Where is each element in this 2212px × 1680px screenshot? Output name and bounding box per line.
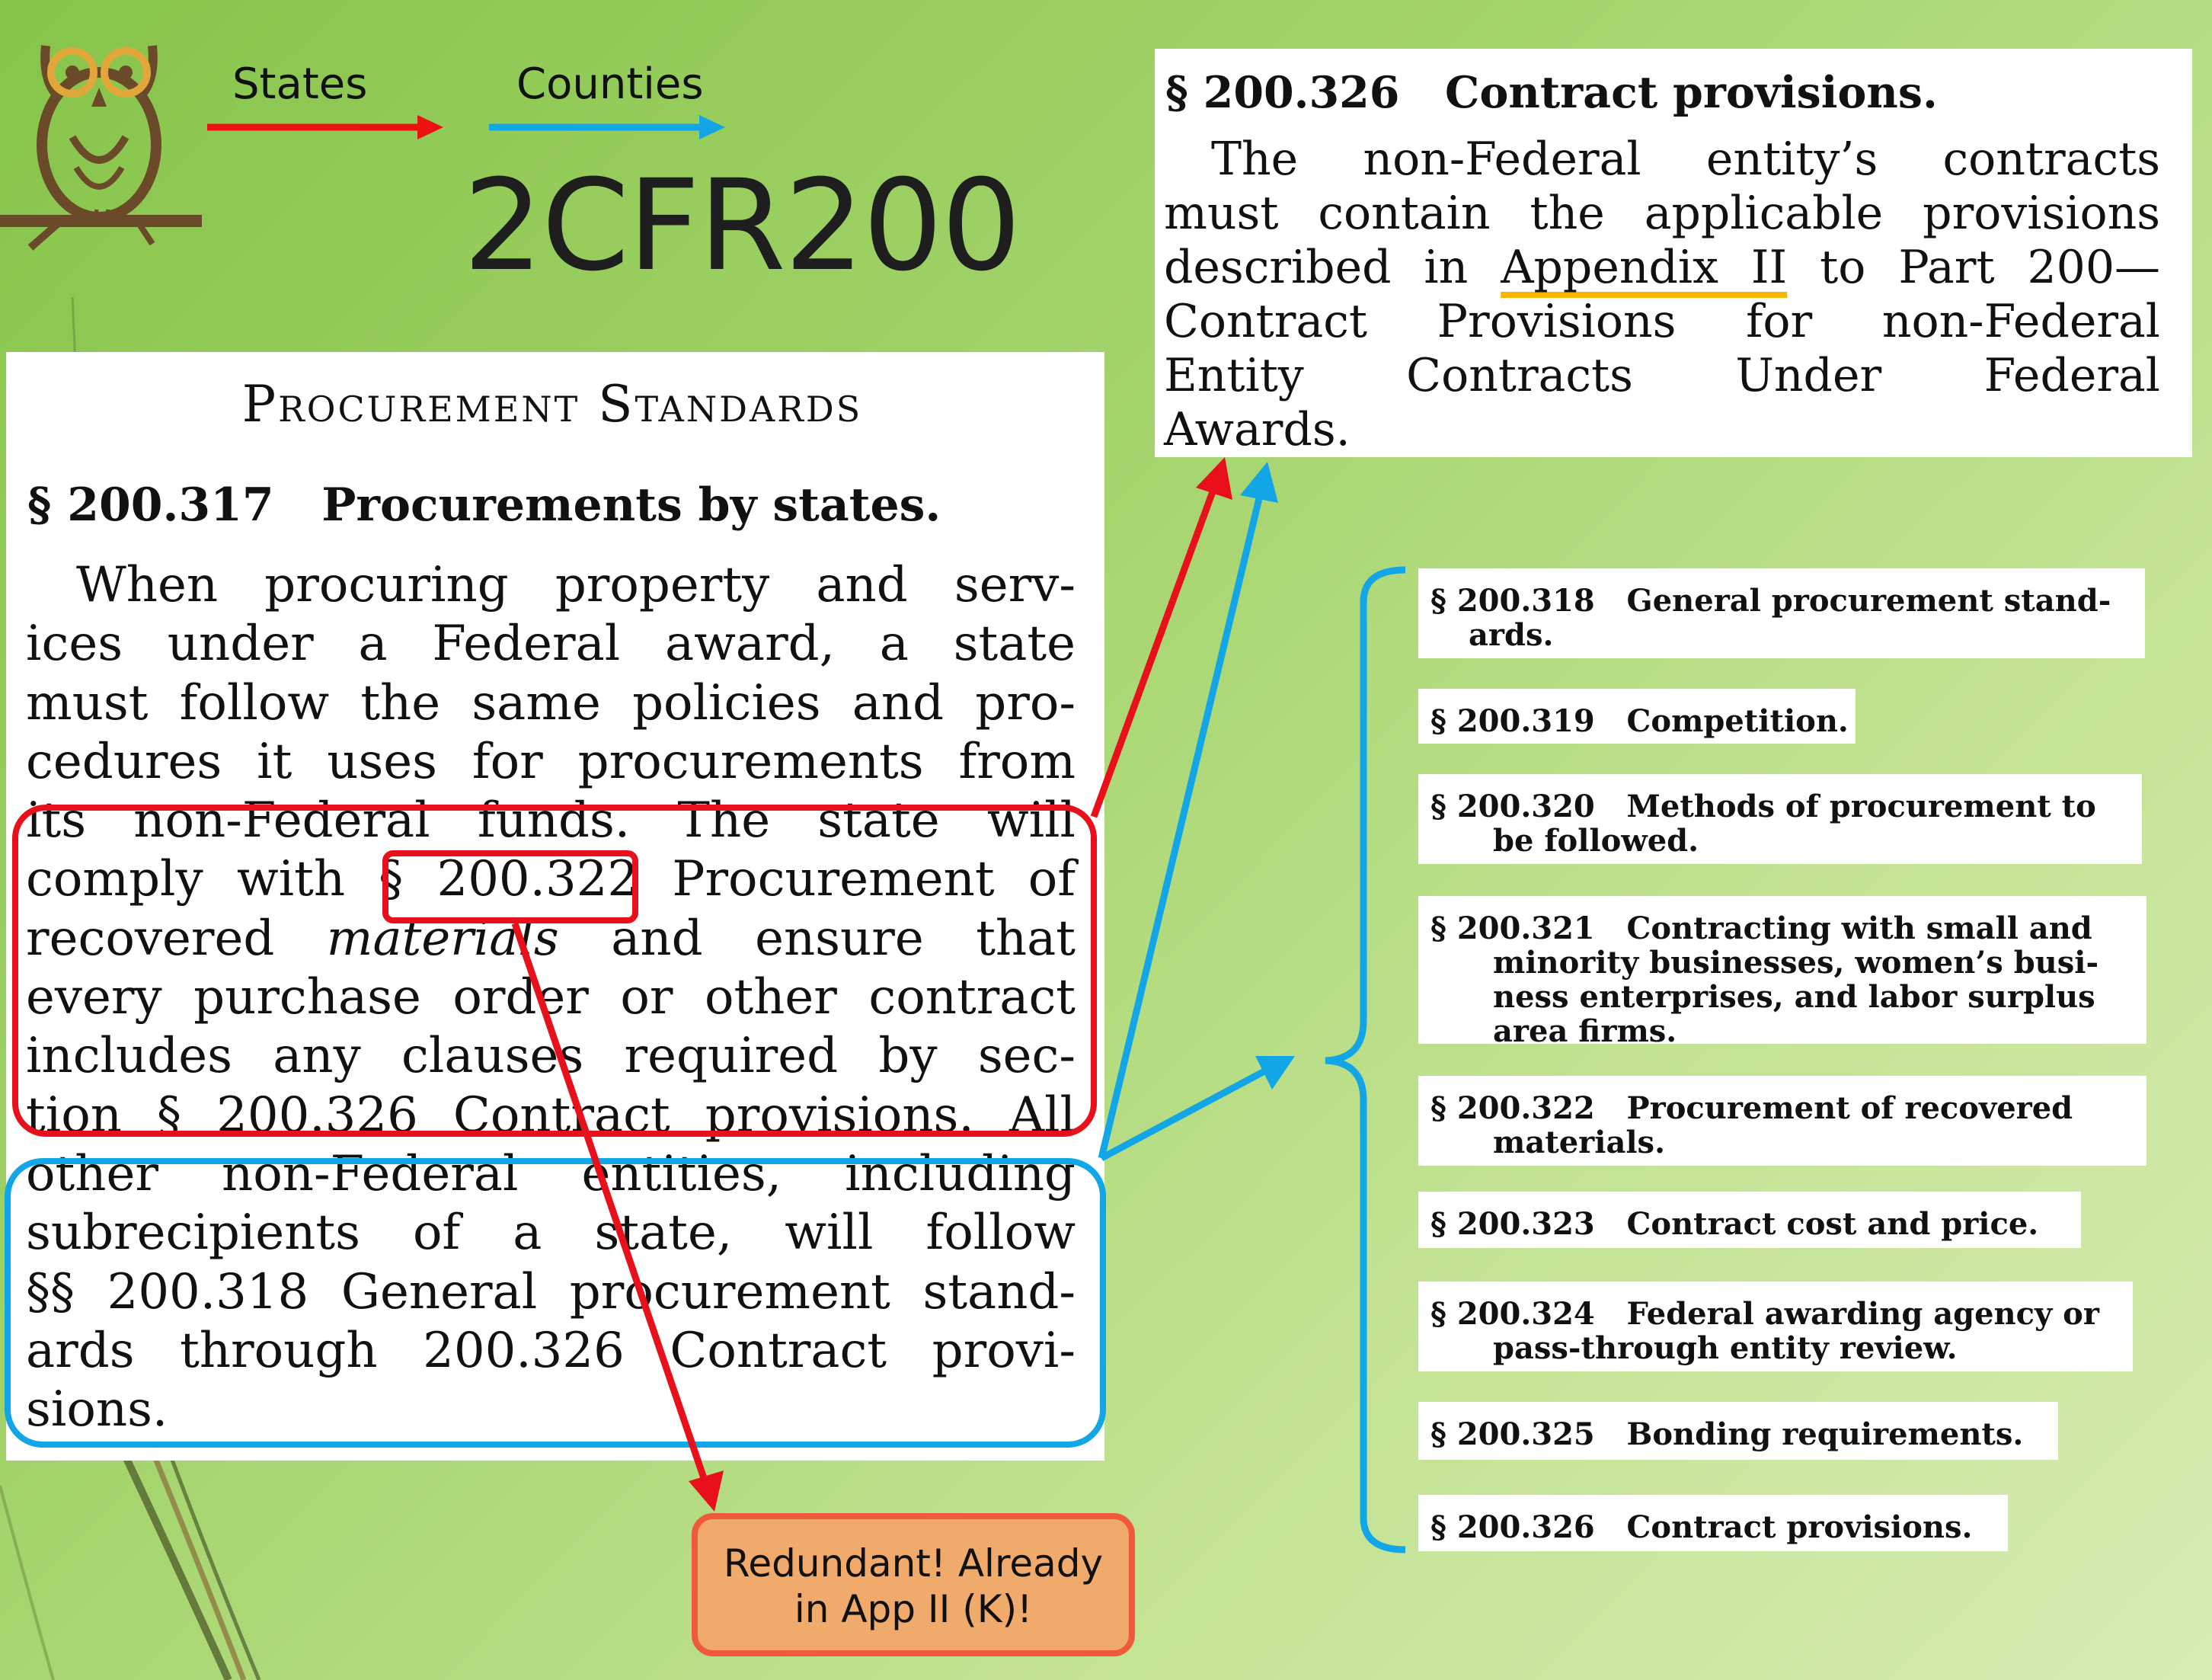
side-card-line: § 200.326 Contract provisions. [1430, 1509, 1973, 1545]
side-card-line: § 200.319 Competition. [1430, 703, 1849, 739]
top-line-2: must contain the applicable provisions [1164, 187, 2160, 240]
side-card-200-318: § 200.318 General procurement stand- ards. [1418, 568, 2145, 658]
ref-to-callout-arrow [515, 923, 704, 1478]
top-line-3-a: described in [1164, 241, 1469, 294]
main-ref-200-322: § 200.322 [379, 851, 639, 908]
side-card-line: § 200.318 General procurement stand- [1430, 583, 2111, 619]
page-title: 2CFR200 [463, 152, 1020, 299]
main-line-12: subrecipients of a state, will follow [26, 1205, 1076, 1262]
side-card-200-322: § 200.322 Procurement of recovered materials. [1418, 1076, 2146, 1166]
main-line-14: ards through 200.326 Contract provi- [26, 1322, 1076, 1379]
main-line-10: tion § 200.326 Contract provisions. All [26, 1086, 1076, 1144]
side-card-line: § 200.324 Federal awarding agency or [1430, 1296, 2099, 1332]
main-line-13: §§ 200.318 General procurement stand- [26, 1263, 1076, 1320]
side-card-200-320: § 200.320 Methods of procurement to be followed. [1418, 774, 2142, 864]
procurement-standards-heading: Procurement Standards [241, 375, 863, 434]
top-line-4: Contract Provisions for non-Federal [1164, 295, 2160, 348]
appendix-ii-link[interactable]: Appendix II [1501, 241, 1788, 294]
callout-line-1: Redundant! Already [723, 1541, 1104, 1586]
ref-to-callout-arrowhead [689, 1470, 724, 1512]
main-line-8: every purchase order or other contract [26, 969, 1076, 1026]
main-line-3: must follow the same policies and pro- [26, 674, 1076, 731]
side-card-200-324: § 200.324 Federal awarding agency or pass-through entity review. [1418, 1282, 2133, 1371]
legend-states-label: States [232, 59, 368, 109]
redundant-callout [692, 1513, 1135, 1656]
side-card-line: § 200.320 Methods of procurement to [1430, 789, 2096, 824]
contract-provisions-title: § 200.326 Contract provisions. [1165, 67, 1938, 118]
main-line-7-b: and ensure that [611, 910, 1076, 967]
main-line-2: ices under a Federal award, a state [26, 616, 1076, 673]
main-line-4: cedures it uses for procurements from [26, 733, 1076, 790]
main-line-15: sions. [26, 1381, 168, 1438]
main-line-7-italic: materials [326, 910, 559, 967]
side-card-line: § 200.321 Contracting with small and [1430, 910, 2092, 946]
callout-line-2: in App II (K)! [794, 1587, 1033, 1631]
top-line-1: The non-Federal entity’s contracts [1211, 133, 2160, 186]
main-line-7-a: recovered [26, 910, 275, 967]
legend-counties-label: Counties [516, 59, 704, 109]
side-card-line: § 200.322 Procurement of recovered [1430, 1090, 2073, 1126]
main-line-6-a: comply with [26, 851, 346, 908]
counties-to-contract-arrow [1101, 495, 1260, 1158]
main-section-title: § 200.317 Procurements by states. [27, 478, 941, 532]
counties-to-contract-arrowhead [1240, 462, 1278, 503]
main-line-9: includes any clauses required by sec- [26, 1028, 1076, 1085]
main-line-5: its non-Federal funds. The state will [26, 792, 1076, 850]
side-card-line: § 200.323 Contract cost and price. [1430, 1206, 2039, 1242]
states-to-contract-arrowhead [1196, 457, 1232, 500]
main-line-6-b: Procurement of [672, 851, 1076, 908]
side-card-200-321: § 200.321 Contracting with small and minority businesses, women’s busi- ness enterprises, and labor surplus area firms. [1418, 896, 2146, 1044]
counties-to-sections-arrow [1101, 1071, 1264, 1158]
top-line-5: Entity Contracts Under Federal [1164, 349, 2160, 402]
main-line-1: When procuring property and serv- [76, 557, 1076, 613]
top-line-3-b: to Part 200— [1820, 241, 2160, 294]
top-line-6: Awards. [1164, 403, 1351, 456]
side-card-line: § 200.325 Bonding requirements. [1430, 1416, 2024, 1452]
main-line-11: other non-Federal entities, including [26, 1145, 1076, 1202]
